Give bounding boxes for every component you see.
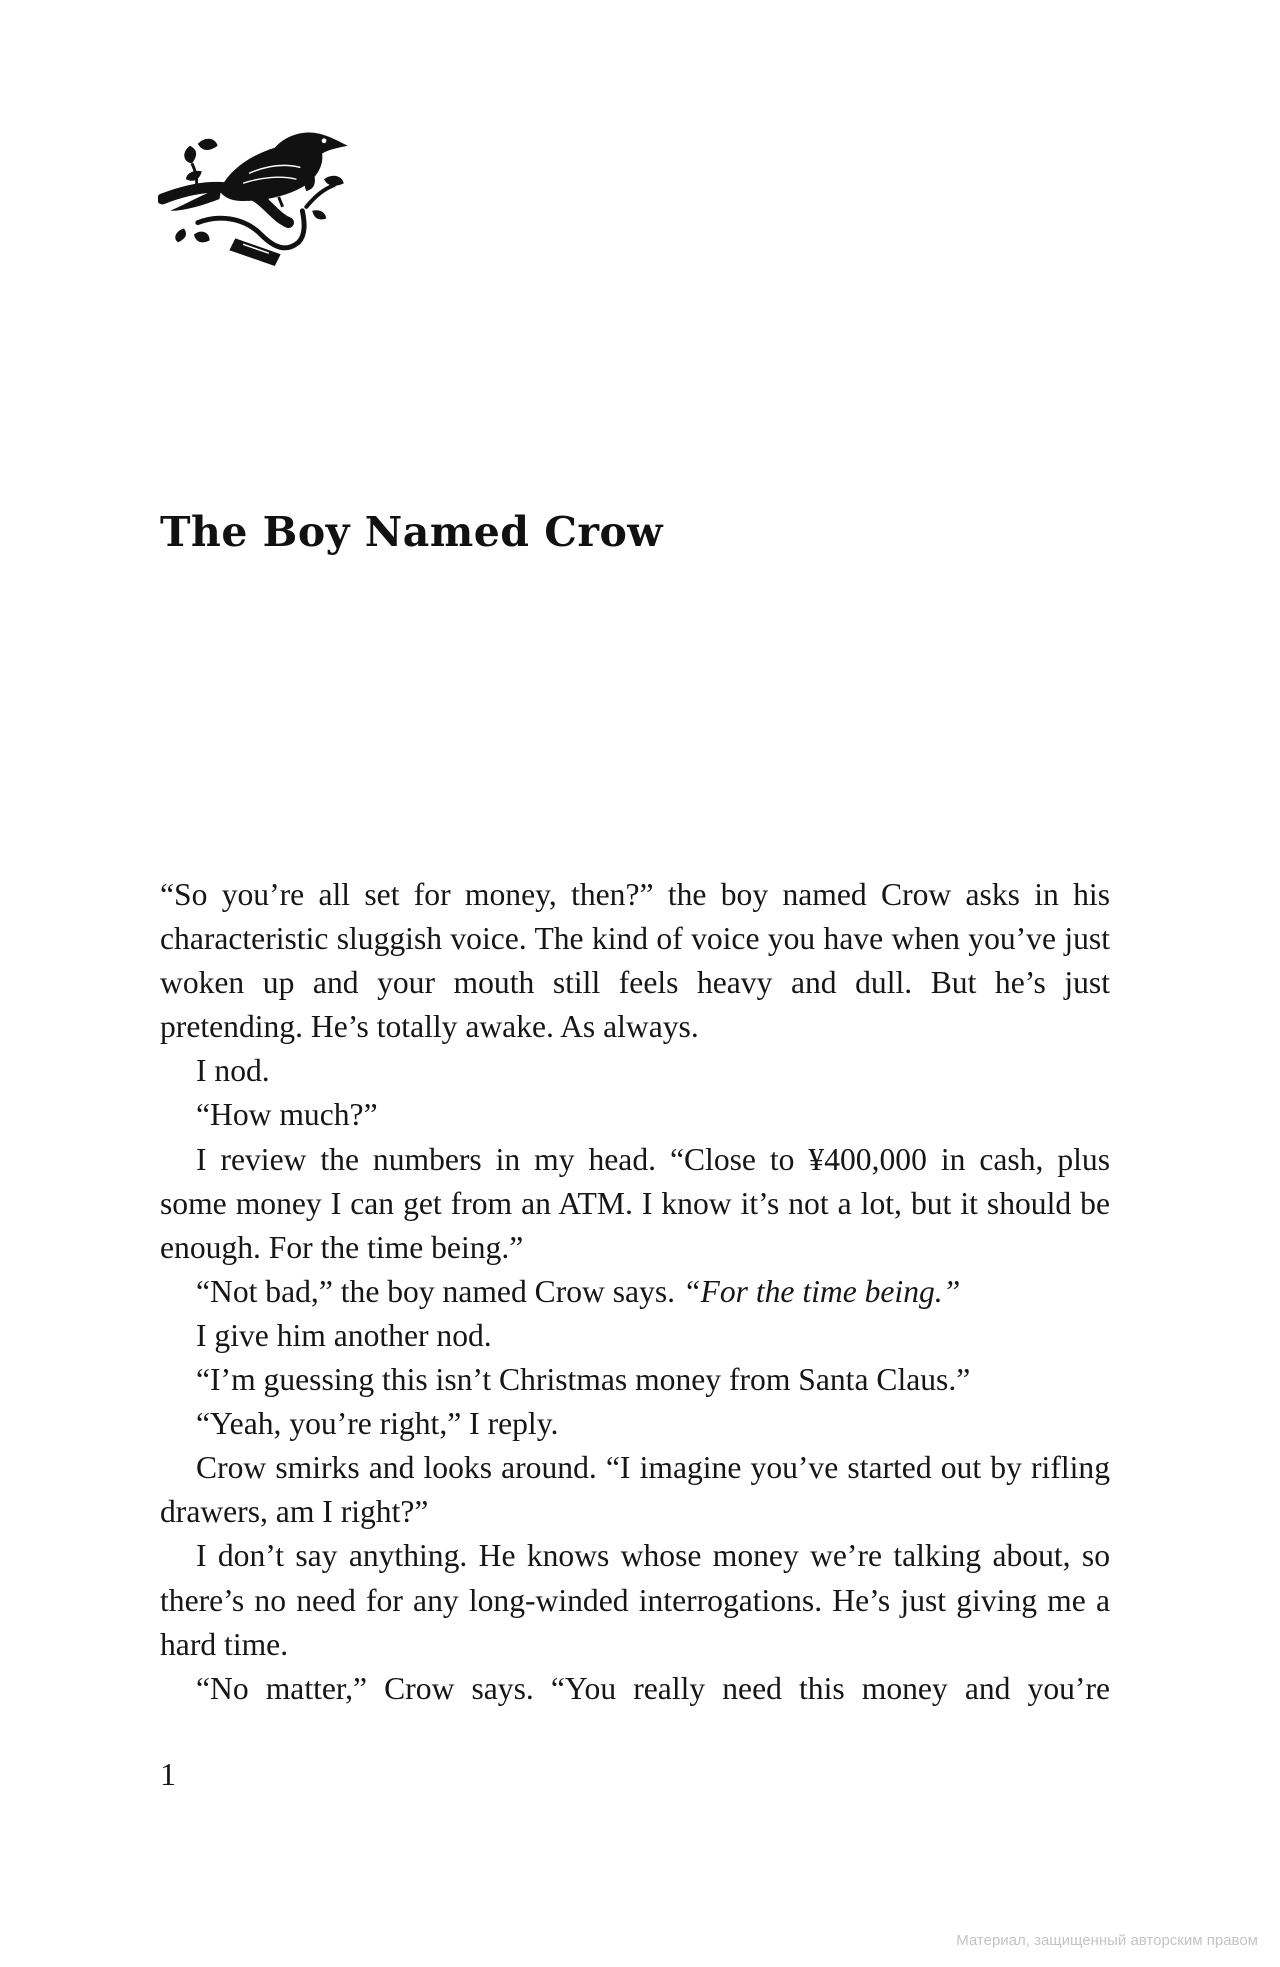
paragraph: “Yeah, you’re right,” I reply. — [196, 1406, 559, 1442]
paragraph: “I’m guessing this isn’t Christmas money from Santa Claus.” — [196, 1362, 971, 1398]
italic-quote: “For the time being.” — [682, 1273, 961, 1309]
paragraph: I nod. — [196, 1053, 270, 1089]
paragraph: I give him another nod. — [196, 1317, 492, 1353]
paragraph: I review the numbers in my head. “Close to ¥400,000 in cash, plus some money I can get from an ATM. I know it’s not a lot, but it should be enough. For the time being.” — [160, 1141, 1110, 1265]
paragraph: “How much?” — [196, 1097, 378, 1133]
paragraph: Crow smirks and looks around. “I imagine you’ve started out by rifling drawers, am I right?” — [160, 1450, 1110, 1530]
paragraph: “So you’re all set for money, then?” the boy named Crow asks in his characteristic sluggish voice. The kind of voice you have when you’ve just woken up and your mouth still feels heavy and dull. But he’s just pretending. He’s totally awake. As always. — [160, 877, 1110, 1045]
paragraph: I don’t say anything. He knows whose money we’re talking about, so there’s no need for any long-winded interrogations. He’s just giving me a hard time. — [160, 1538, 1110, 1662]
crow-on-branch-icon — [158, 126, 356, 268]
copyright-watermark: Материал, защищенный авторским правом — [956, 1932, 1258, 1949]
paragraph — [160, 1270, 1110, 1314]
chapter-body — [160, 873, 1110, 1711]
paragraph: “No matter,” Crow says. “You really need this money and you’re — [196, 1670, 1110, 1706]
page-number: 1 — [160, 1756, 176, 1792]
chapter-title: The Boy Named Crow — [160, 508, 664, 556]
paragraph-text: “Not bad,” the boy named Crow says. — [196, 1273, 683, 1309]
